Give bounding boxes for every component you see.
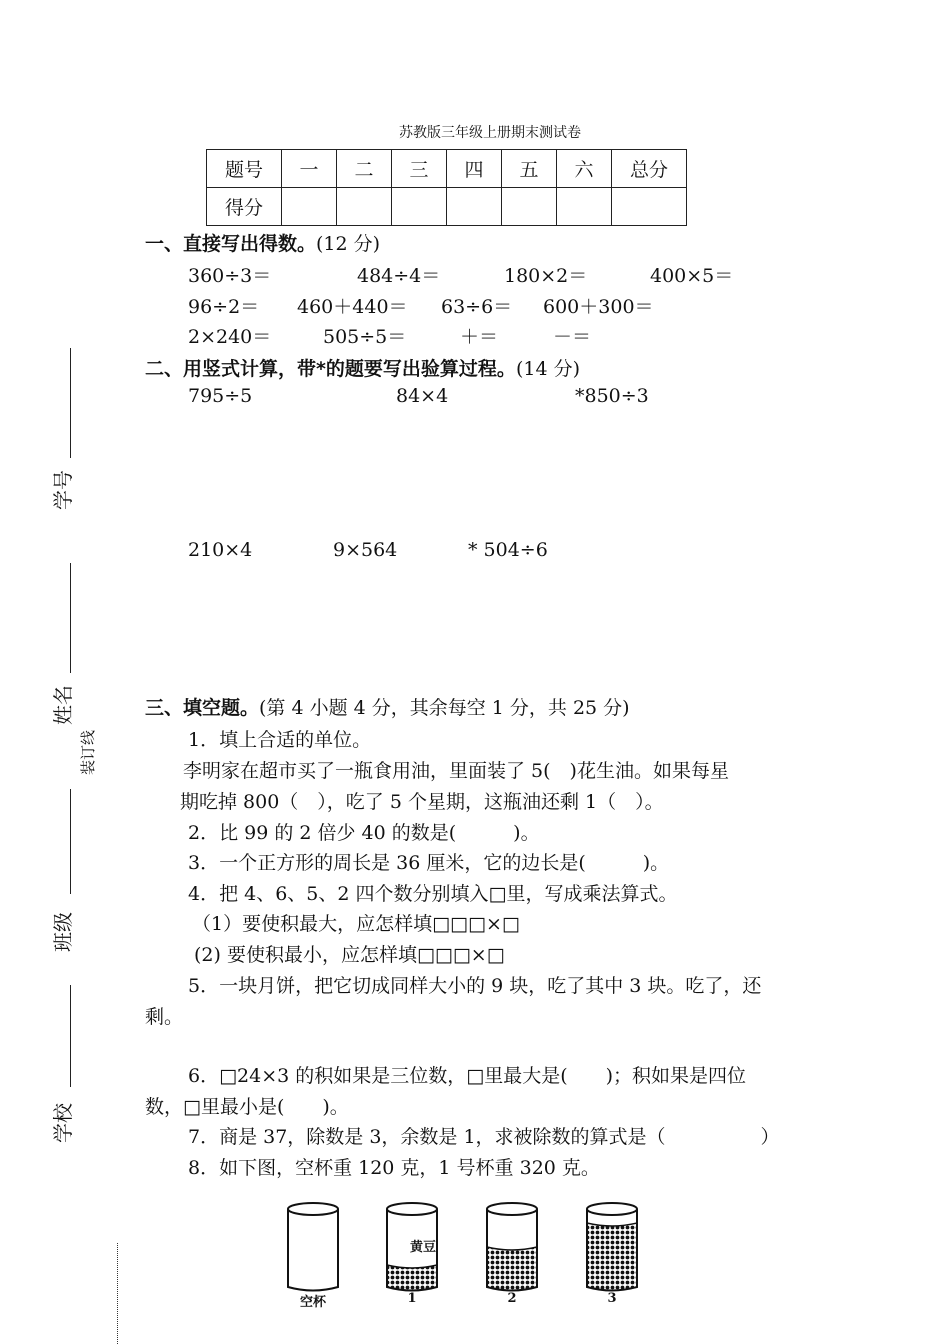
section-2-heading [145,354,580,381]
section-2-title: 二、用竖式计算，带*的题要写出验算过程。 [145,358,516,380]
calc-item: 460＋440＝ [297,296,408,318]
cup-label: 1 [407,1291,417,1306]
question-line: 7．商是 37，除数是 3，余数是 1，求被除数的算式是（ ） [188,1126,780,1148]
question-line: 2．比 99 的 2 倍少 40 的数是( )。 [188,822,540,844]
class-label: 班级 [51,912,75,952]
score-header-cell: 二 [337,150,392,188]
question-line: (2) 要使积最小，应怎样填□□□×□ [194,944,505,966]
binding-dotted-line [117,1243,118,1344]
score-header-cell: 总分 [612,150,687,188]
calc-item: 484÷4＝ [357,265,441,287]
question-line: 数，□里最小是( )。 [145,1096,349,1118]
cup-2 [487,1203,537,1291]
score-table-score-row [207,188,687,226]
score-input-cell[interactable] [502,188,557,226]
student-no-line [70,348,71,458]
score-row-label: 得分 [207,188,282,226]
score-input-cell[interactable] [392,188,447,226]
score-table [206,149,687,226]
vertical-calc-item: * 504÷6 [468,539,548,561]
question-line: 1．填上合适的单位。 [188,729,372,751]
cup-1-content-label: 黄豆 [409,1240,436,1255]
question-line: （1）要使积最大，应怎样填□□□×□ [192,913,520,935]
score-input-cell[interactable] [447,188,502,226]
score-header-cell: 四 [447,150,502,188]
question-line: 6．□24×3 的积如果是三位数，□里最大是( )；积如果是四位 [188,1065,747,1087]
school-label: 学校 [51,1103,75,1143]
vertical-calc-item: 210×4 [188,539,253,561]
score-input-cell[interactable] [337,188,392,226]
calc-item: 2×240＝ [188,326,272,348]
score-header-cell: 五 [502,150,557,188]
vertical-calc-item: *850÷3 [575,385,649,407]
section-3-title: 三、填空题。 [145,697,260,719]
score-input-cell[interactable] [557,188,612,226]
binding-line-label: 装订线 [79,729,97,775]
score-input-cell[interactable] [612,188,687,226]
vertical-calc-item: 795÷5 [188,385,253,407]
question-line: 8．如下图，空杯重 120 克，1 号杯重 320 克。 [188,1157,600,1179]
name-line [70,563,71,673]
cup-label: 空杯 [299,1295,326,1310]
section-3-heading [145,693,630,720]
calc-item: 63÷6＝ [441,296,513,318]
cup-3 [587,1203,637,1291]
calc-item: 180×2＝ [504,265,588,287]
section-3-points: (第 4 小题 4 分，其余每空 1 分，共 25 分) [259,697,630,719]
calc-item: 96÷2＝ [188,296,260,318]
calc-item: ＋＝ [460,326,499,348]
name-label: 姓名 [51,685,75,725]
vertical-calc-item: 9×564 [333,539,398,561]
calc-item: －＝ [553,326,592,348]
student-no-label: 学号 [51,470,75,510]
paper-title: 苏教版三年级上册期末测试卷 [399,125,581,141]
question-line: 5．一块月饼，把它切成同样大小的 9 块，吃了其中 3 块。吃了，还 [188,975,762,997]
question-line: 李明家在超市买了一瓶食用油，里面装了 5( )花生油。如果每星 [183,760,729,782]
section-2-points: (14 分) [515,358,580,380]
cup-label: 3 [607,1291,617,1306]
section-1-title: 一、直接写出得数。 [145,233,317,255]
cup-label: 2 [507,1291,517,1306]
class-line [70,789,71,894]
question-line: 3．一个正方形的周长是 36 厘米，它的边长是( )。 [188,852,670,874]
calc-item: 400×5＝ [650,265,734,287]
score-header-cell: 一 [282,150,337,188]
school-line [70,985,71,1087]
score-input-cell[interactable] [282,188,337,226]
empty-cup [288,1203,338,1291]
cups-illustration [280,1195,660,1295]
section-1-heading [145,229,380,256]
question-line: 期吃掉 800（ ），吃了 5 个星期，这瓶油还剩 1（ ）。 [180,791,664,813]
calc-item: 360÷3＝ [188,265,272,287]
question-line: 4．把 4、6、5、2 四个数分别填入□里，写成乘法算式。 [188,883,678,905]
score-header-cell: 六 [557,150,612,188]
vertical-calc-item: 84×4 [396,385,449,407]
calc-item: 505÷5＝ [323,326,407,348]
score-header-cell: 三 [392,150,447,188]
calc-item: 600＋300＝ [543,296,654,318]
question-line: 剩。 [145,1006,184,1028]
score-header-cell: 题号 [207,150,282,188]
score-table-header-row [207,150,687,188]
section-1-points: (12 分) [316,233,381,255]
